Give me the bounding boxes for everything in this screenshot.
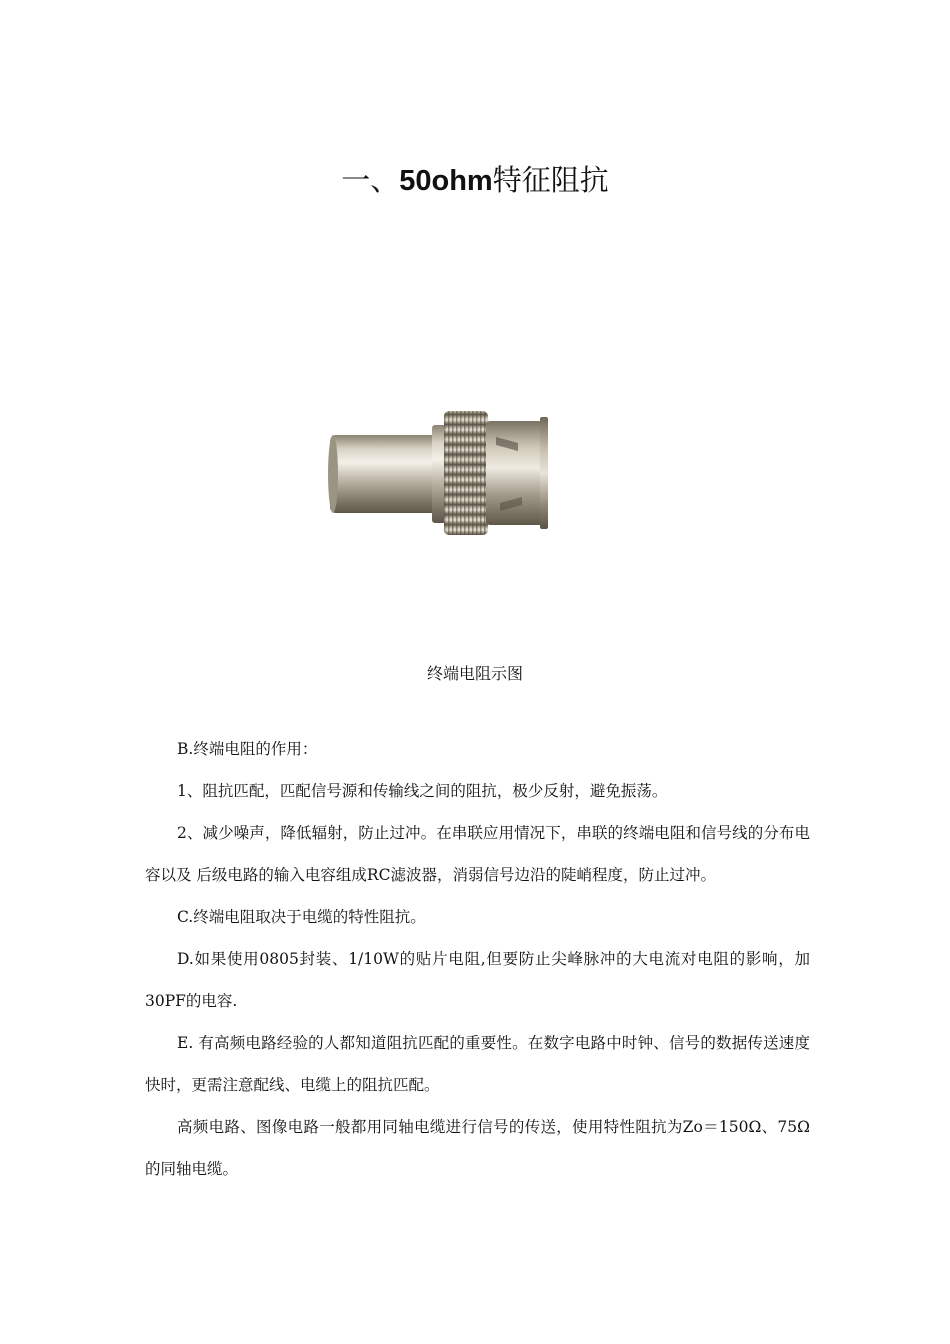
bayonet-body xyxy=(486,421,544,525)
figure-caption: 终端电阻示图 xyxy=(426,664,523,683)
paragraph-b-heading: B.终端电阻的作用： xyxy=(177,740,318,758)
paragraph-item-2: 2、减少噪声，降低辐射，防止过冲。在串联应用情况下，串联的终端电阻和信号线的分布电容以及 后级电路的输入电容组成RC滤波器，消弱信号边沿的陡峭程度，防止过冲。 xyxy=(145,824,810,884)
knurled-ring xyxy=(444,411,488,535)
title-bold: 50ohm xyxy=(399,165,493,197)
connector-illustration xyxy=(200,325,690,615)
paragraph-coax: 高频电路、图像电路一般都用同轴电缆进行信号的传送，使用特性阻抗为Zo＝150Ω、75Ω的同轴电缆。 xyxy=(145,1118,810,1178)
page-title xyxy=(0,160,950,201)
paragraph-c: C.终端电阻取决于电缆的特性阻抗。 xyxy=(177,908,426,926)
paragraph-item-1: 1、阻抗匹配，匹配信号源和传输线之间的阻抗，极少反射，避免振荡。 xyxy=(177,782,668,800)
bnc-terminator-connector-photo xyxy=(200,325,690,615)
body-text xyxy=(145,728,810,1190)
paragraph-d: D.如果使用0805封装、1/10W的贴片电阻,但要防止尖峰脉冲的大电流对电阻的影响，加30PF的电容. xyxy=(145,950,810,1010)
title-suffix: 特征阻抗 xyxy=(492,163,609,197)
title-prefix: 一、 xyxy=(341,163,400,197)
rear-sleeve xyxy=(330,435,438,513)
paragraph-e: E. 有高频电路经验的人都知道阻抗匹配的重要性。在数字电路中时钟、信号的数据传送速度快时，更需注意配线、电缆上的阻抗匹配。 xyxy=(145,1034,810,1094)
